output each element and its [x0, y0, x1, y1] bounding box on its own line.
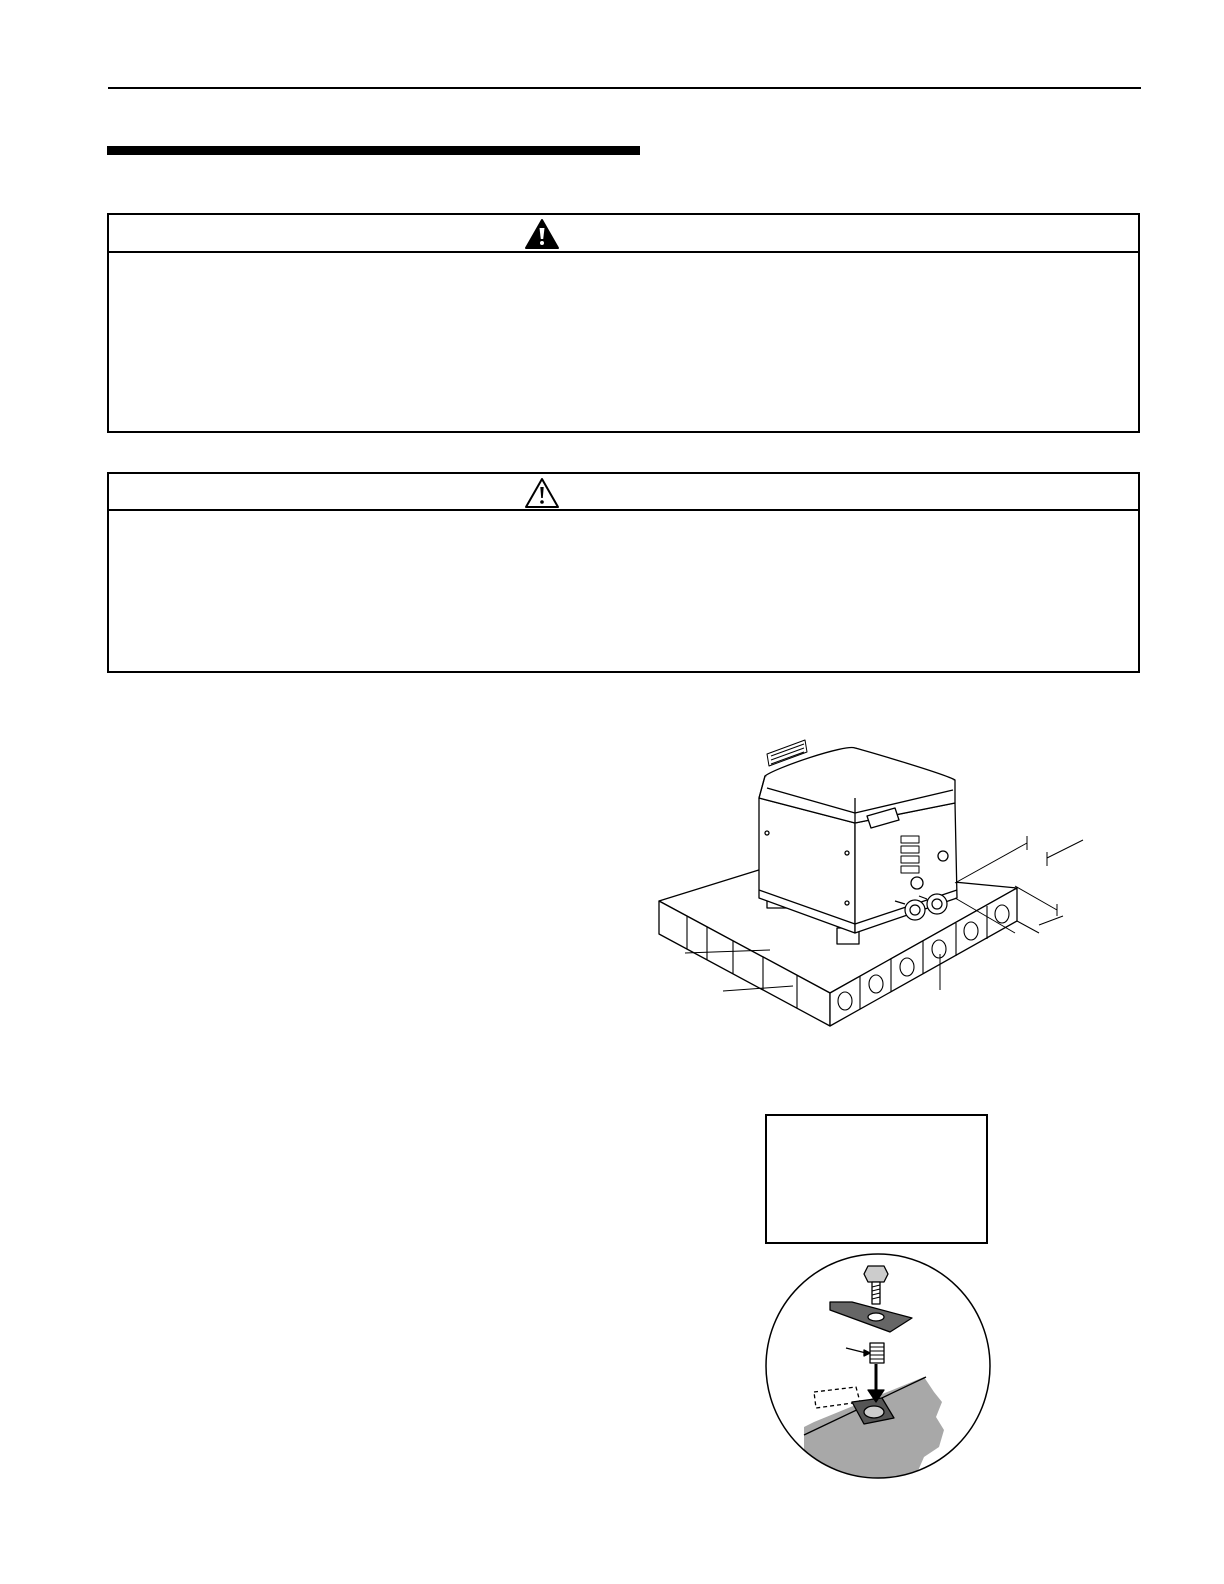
warning-triangle-icon: [524, 218, 560, 250]
header-rule: [108, 87, 1141, 89]
warning-box: [107, 213, 1140, 433]
caution-triangle-icon: [524, 477, 560, 509]
caution-header: [109, 474, 1138, 511]
warning-header: [109, 215, 1138, 253]
heater-illustration: [655, 718, 1095, 1030]
caution-box: [107, 472, 1140, 673]
blank-figure-box: [765, 1114, 988, 1244]
tie-down-detail-illustration: [764, 1252, 992, 1480]
section-heading-bar: [107, 146, 640, 155]
